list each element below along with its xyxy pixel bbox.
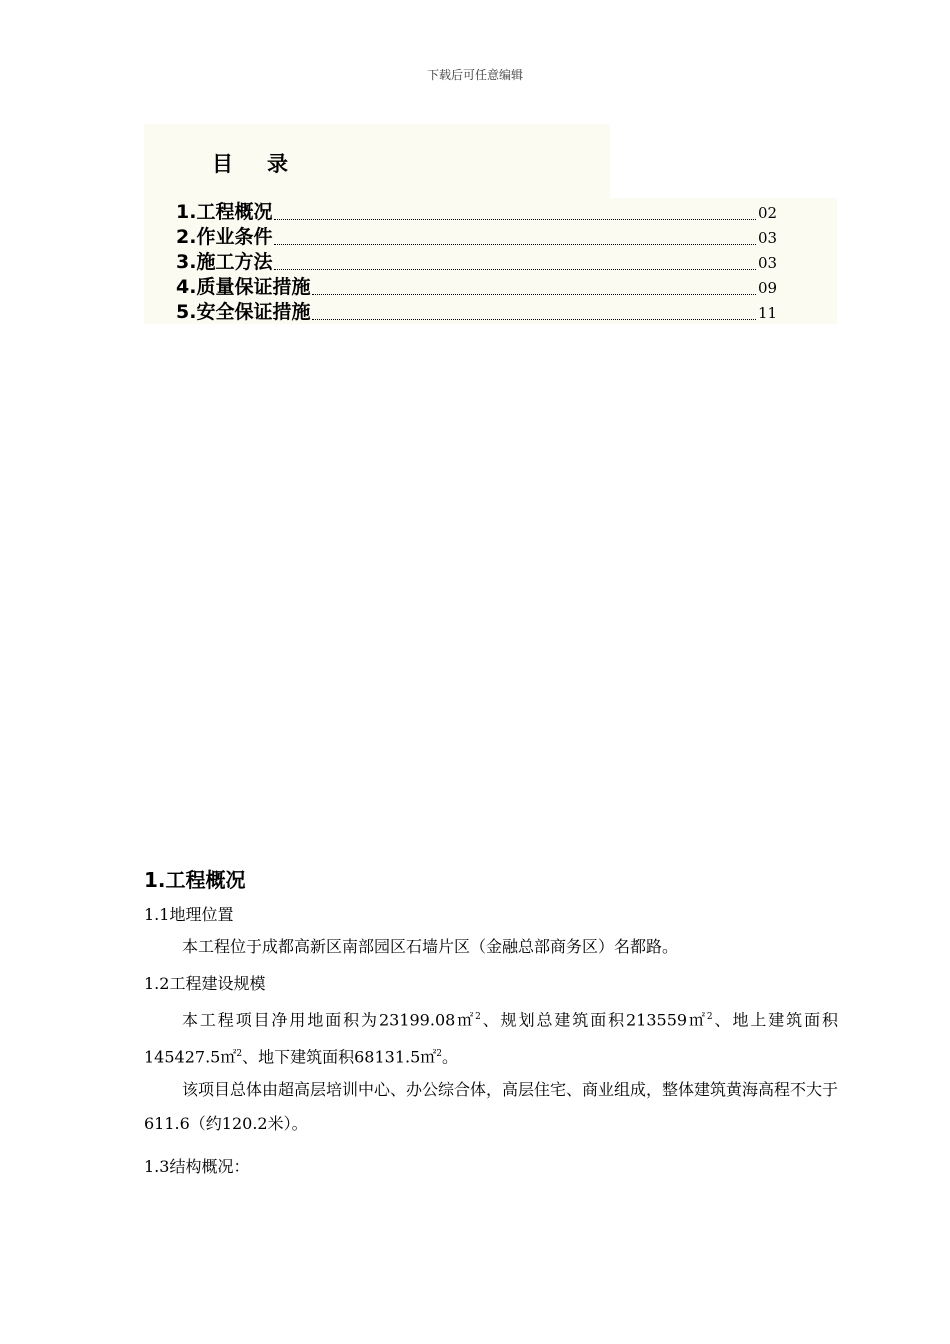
subsection-heading: 1.2工程建设规模 (144, 974, 266, 993)
toc-entry-page: 11 (758, 304, 778, 322)
subsection-heading: 1.3结构概况： (144, 1157, 250, 1176)
page-header: 下载后可任意编辑 (426, 68, 523, 82)
toc-entry-page: 03 (758, 229, 778, 247)
toc-entry-label: 1.工程概况 (176, 201, 273, 223)
toc-leader (274, 243, 756, 245)
toc-entry[interactable] (176, 298, 778, 323)
toc-entry[interactable] (176, 273, 778, 298)
section-heading: 1.工程概况 (144, 868, 246, 892)
toc-entry[interactable] (176, 198, 778, 223)
toc-entry-page: 09 (758, 279, 778, 297)
toc-leader (274, 218, 756, 220)
subsection-heading: 1.1地理位置 (144, 905, 234, 924)
toc-entry-label: 2.作业条件 (176, 226, 273, 248)
paragraph: 该项目总体由超高层培训中心、办公综合体，高层住宅、商业组成，整体建筑黄海高程不大于611.6（约120.2米）。 (144, 1080, 839, 1133)
toc-entry[interactable] (176, 223, 778, 248)
text-run: 本工程项目净用地面积为23199.08㎡ (182, 1010, 476, 1030)
superscript: 2 (475, 1012, 481, 1022)
paragraph (144, 1000, 838, 1075)
toc-entry-label: 3.施工方法 (176, 251, 273, 273)
paragraph: 本工程位于成都高新区南部园区石墙片区（金融总部商务区）名都路。 (182, 937, 679, 956)
toc-leader (312, 318, 756, 320)
toc-entry-label: 5.安全保证措施 (176, 301, 311, 323)
toc-entry[interactable] (176, 248, 778, 273)
text-run: 、规划总建筑面积213559㎡ (480, 1010, 707, 1030)
superscript: 2 (706, 1012, 713, 1022)
text-run: 、地下建筑面积68131.5㎡ (242, 1047, 437, 1067)
toc-entry-label: 4.质量保证措施 (176, 276, 311, 298)
toc-entry-page: 03 (758, 254, 778, 272)
superscript: 2 (236, 1049, 243, 1060)
toc-entry-page: 02 (758, 204, 778, 222)
toc-leader (274, 268, 756, 270)
superscript: 2 (436, 1049, 442, 1060)
text-run: 、地上建筑面积145427.5㎡ (144, 1010, 838, 1067)
text-run: 。 (442, 1047, 459, 1067)
toc-leader (312, 293, 756, 295)
toc-title: 目录 (212, 152, 322, 176)
